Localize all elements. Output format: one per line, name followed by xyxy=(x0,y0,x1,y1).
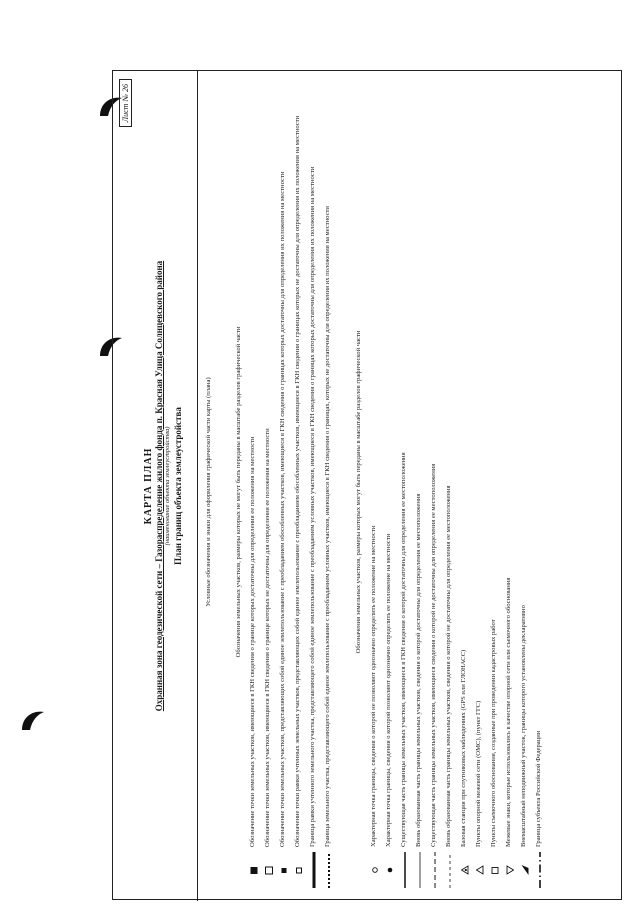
triangle-icon xyxy=(475,847,484,893)
legend-caption: Условные обозначения и знаки для оформления графической части карты (плана) xyxy=(205,377,212,607)
zone-title: Охранная зона геодезической сети – Газораспределение жилого фонда п. Красная Улица Солнцевского района xyxy=(154,260,164,712)
thick-line-icon xyxy=(309,847,318,893)
legend-item-text: Пункты съемочного обоснования, созданные при проведении кадастровых работ xyxy=(489,619,497,847)
legend-item-text: Пункты опорной межевой сети (ОМС), (пункт ГГС) xyxy=(474,700,482,847)
legend-item xyxy=(264,91,273,893)
legend-item-text: Характерная точка границы, сведения о которой позволяют однозначно определить ее положение на местности xyxy=(384,533,392,847)
legend-item-text: Межевые знаки, которые использовались в качестве опорной сети или съемочного обоснования xyxy=(504,577,512,847)
dashed-line-2-icon xyxy=(445,847,454,893)
open-circle-icon xyxy=(370,847,379,893)
legend-item-text: Граница субъекта Российской Федерации xyxy=(534,730,542,847)
legend-item-text: Обозначение точки земельных участков, имеющиеся в ГКН сведения о границе которых не достаточны для определения ее положения на местности xyxy=(264,428,272,847)
legend-item-text: Вновь образованная часть границы земельных участков, сведения о которой не достаточны для определения ее местоположения xyxy=(444,485,452,847)
legend-item xyxy=(490,91,499,893)
section1-list xyxy=(249,91,333,893)
legend-item xyxy=(324,91,333,893)
legend-item xyxy=(249,91,258,893)
filled-square-icon xyxy=(249,847,258,893)
legend-item xyxy=(309,91,318,893)
legend-item xyxy=(520,91,529,893)
map-sheet xyxy=(112,70,622,900)
legend-item xyxy=(505,91,514,893)
sheet-header xyxy=(143,71,183,901)
legend-item-text: Обозначение точки земельных участков, имеющиеся в ГКН сведения о границе которых достаточны для определения ее положения на местности xyxy=(249,436,257,847)
binder-mark-bottom xyxy=(14,706,84,746)
legend-item-text: Вновь образованная часть границы земельных участков, сведения о которой достаточны для определения ее местоположения xyxy=(414,493,422,847)
thin-line-icon xyxy=(415,847,424,893)
legend-item xyxy=(279,91,288,893)
legend-item xyxy=(370,91,379,893)
triangle-circle-icon xyxy=(460,847,469,893)
legend-item-text: Граница рамки учтенного земельного участка, представляющего собой единое землепользование с преобладанием условных участков, имеющиеся в ГКН сведения о границах которых достаточны для определения их положения на местности xyxy=(309,166,317,847)
triangle-down-icon xyxy=(505,847,514,893)
filled-circle-icon xyxy=(385,847,394,893)
open-square-icon xyxy=(264,847,273,893)
legend-item-text: Характерная точка границы, сведения о которой не позволяют однозначно определить ее положение на местности xyxy=(369,525,377,847)
legend-item-text: Обозначение точки рамки учтенных земельных участков, представляющих собой единое землепользование с преобладанием обособленных участков, имеющиеся в ГКН сведения о границах которых не достаточны для определения их положения на местности xyxy=(294,115,302,847)
section1-caption: Обозначения земельных участков, размеры которых не могут быть переданы в масштабе разделов графической части xyxy=(235,326,243,658)
document-title: КАРТА ПЛАН xyxy=(143,447,154,525)
sheet-number: Лист № 26 xyxy=(119,79,132,127)
legend-item xyxy=(475,91,484,893)
legend-item-text: Внемасштабный неподвижный участок, границы которого установлены декларативно xyxy=(519,605,527,847)
section2-caption: Обозначения земельных участков, размеры которых могут быть переданы в масштабе разделов графической части xyxy=(355,330,363,654)
legend-item xyxy=(400,91,409,893)
zone-caption: (наименование объекта землеустройства) xyxy=(164,426,171,546)
solid-line-icon xyxy=(400,847,409,893)
filled-square-small-icon xyxy=(279,847,288,893)
section2-list xyxy=(370,91,544,893)
legend-item xyxy=(460,91,469,893)
legend-item-text: Граница земельного участка, представляющего собой единое землепользование с преобладанием условных участков, имеющиеся в ГКН сведения о границах, которых не достаточны для определения их положения на местности xyxy=(324,206,332,847)
legend-item xyxy=(535,91,544,893)
legend-item xyxy=(445,91,454,893)
legend-body xyxy=(201,91,544,893)
legend-item-text: Обозначение точки земельных участков, представляющих собой единое землепользование с преобладанием обособленных участков, имеющиеся в ГКН сведения о границах которых достаточны для определения их положения на местности xyxy=(279,171,287,847)
legend-item-text: Существующая часть границы земельных участков, имеющиеся сведения о которой не достаточны для определения ее местоположения xyxy=(429,463,437,847)
legend-item xyxy=(415,91,424,893)
dash-dot-line-icon xyxy=(535,847,544,893)
arrow-flag-icon xyxy=(520,847,529,893)
dotted-line-icon xyxy=(324,847,333,893)
open-square-2-icon xyxy=(490,847,499,893)
open-square-small-icon xyxy=(294,847,303,893)
plan-title: План границ объекта землеустройства xyxy=(173,407,183,565)
legend-item xyxy=(294,91,303,893)
header-divider xyxy=(197,71,198,901)
legend-item xyxy=(430,91,439,893)
dashed-line-icon xyxy=(430,847,439,893)
legend-item-text: Существующая часть границы земельных участков, имеющиеся в ГКН сведения о которой достаточны для определения ее местоположения xyxy=(399,452,407,847)
legend-item-text: Базовая станция при спутниковых наблюдениях (GPS или ГЛОНАСС) xyxy=(459,649,467,847)
legend-item xyxy=(385,91,394,893)
